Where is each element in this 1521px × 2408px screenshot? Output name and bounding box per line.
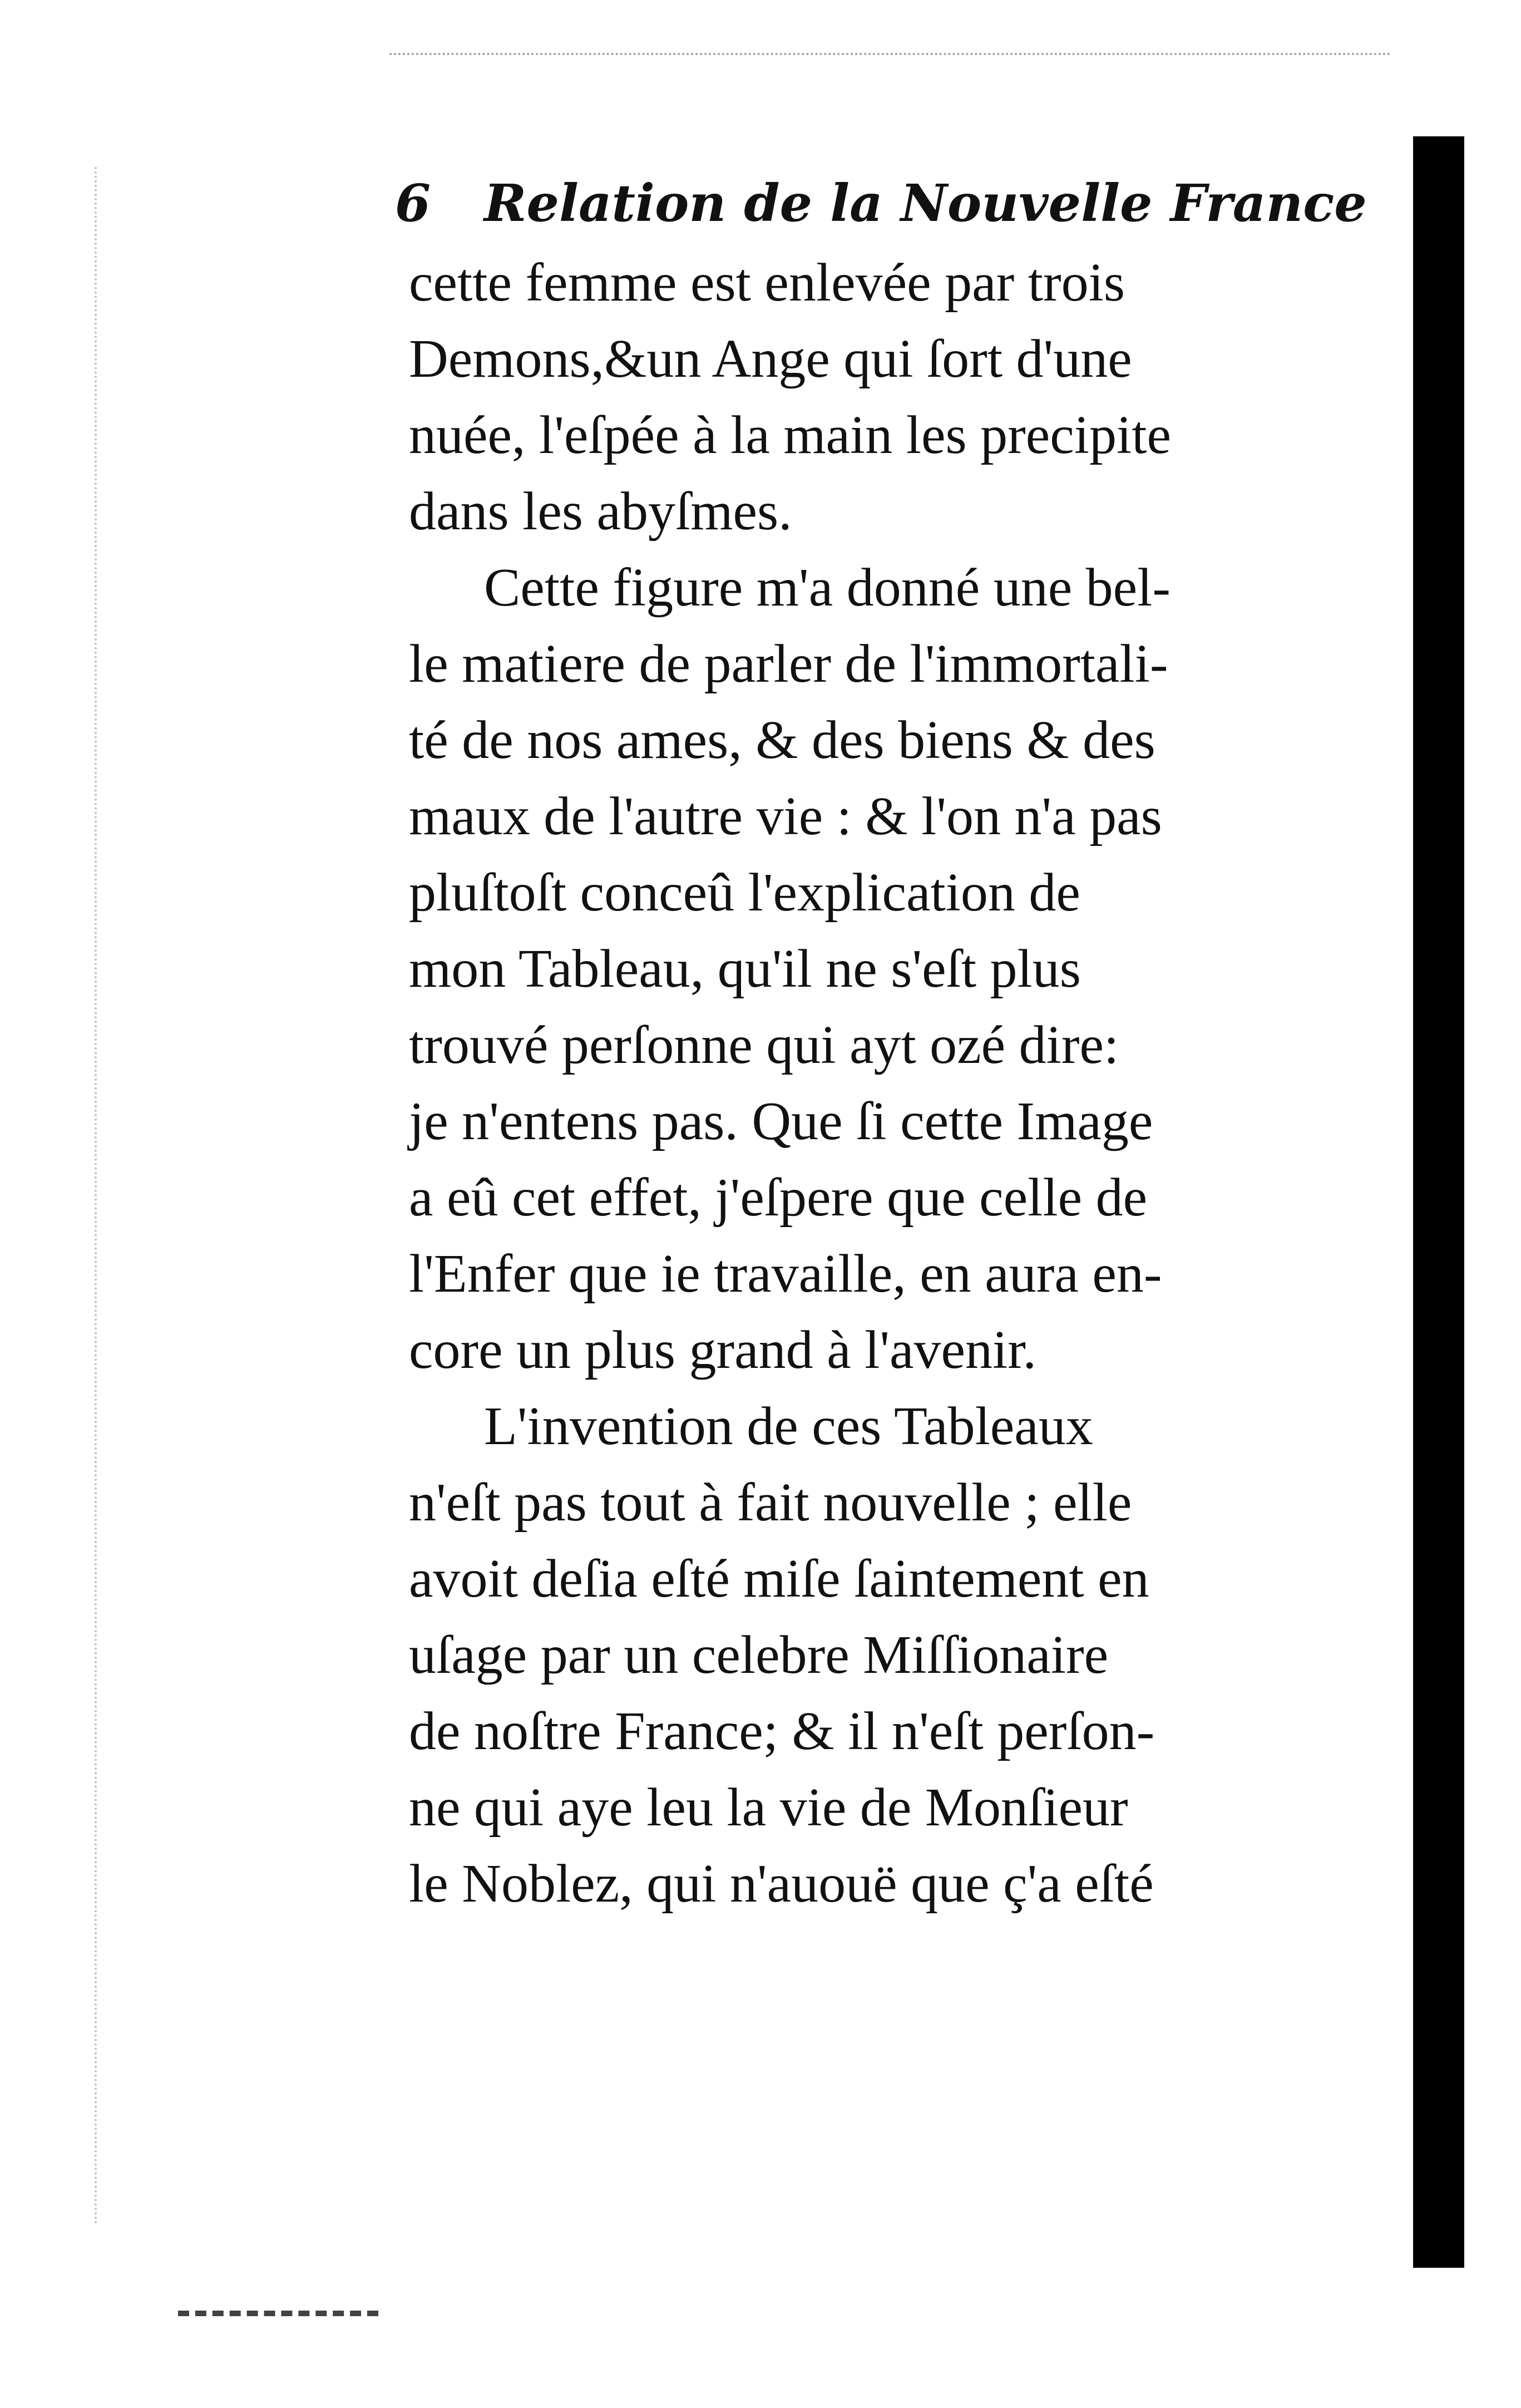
text-line: le matiere de parler de l'immortali- [409,634,1168,694]
text-line: té de nos ames, & des biens & des [409,710,1155,770]
page-number: 6 [395,173,431,233]
running-header [395,167,1367,239]
text-line: ne qui aye leu la vie de Monſieur [409,1777,1128,1838]
text-line: trouvé perſonne qui ayt ozé dire: [409,1015,1119,1075]
text-line: mon Tableau, qu'il ne s'eſt plus [409,939,1081,999]
text-line: je n'entens pas. Que ſi cette Image [409,1091,1153,1151]
page-edge-bar [1413,136,1464,2268]
text-line: de noſtre France; & il n'eſt perſon- [409,1701,1155,1761]
text-line: le Noblez, qui n'auouë que ç'a eſté [409,1854,1154,1914]
scan-noise-left [95,167,102,2226]
text-line: n'eſt pas tout à fait nouvelle ; elle [409,1473,1132,1533]
text-line: nuée, l'eſpée à la main les precipite [409,405,1171,465]
text-line: core un plus grand à l'avenir. [409,1320,1036,1380]
text-line: Demons,&un Ange qui ſort d'une [409,329,1132,389]
scan-noise-bottom [178,2311,378,2320]
scan-noise-top [389,53,1391,61]
body-text [409,245,1355,1922]
text-line: maux de l'autre vie : & l'on n'a pas [409,786,1162,846]
text-line: dans les abyſmes. [409,481,792,541]
text-line: cette femme est enlevée par trois [409,253,1125,313]
paragraph-start-line: L'invention de ces Tableaux [484,1396,1093,1456]
text-line: a eû cet effet, j'eſpere que celle de [409,1168,1148,1228]
text-line: l'Enfer que ie travaille, en aura en- [409,1244,1162,1304]
text-line: pluſtoſt conceû l'explication de [409,863,1080,923]
paragraph-start-line: Cette figure m'a donné une bel- [484,558,1171,618]
running-title: Relation de la Nouvelle France [484,173,1367,233]
text-line: uſage par un celebre Miſſionaire [409,1625,1109,1685]
text-line: avoit deſia eſté miſe ſaintement en [409,1549,1149,1609]
